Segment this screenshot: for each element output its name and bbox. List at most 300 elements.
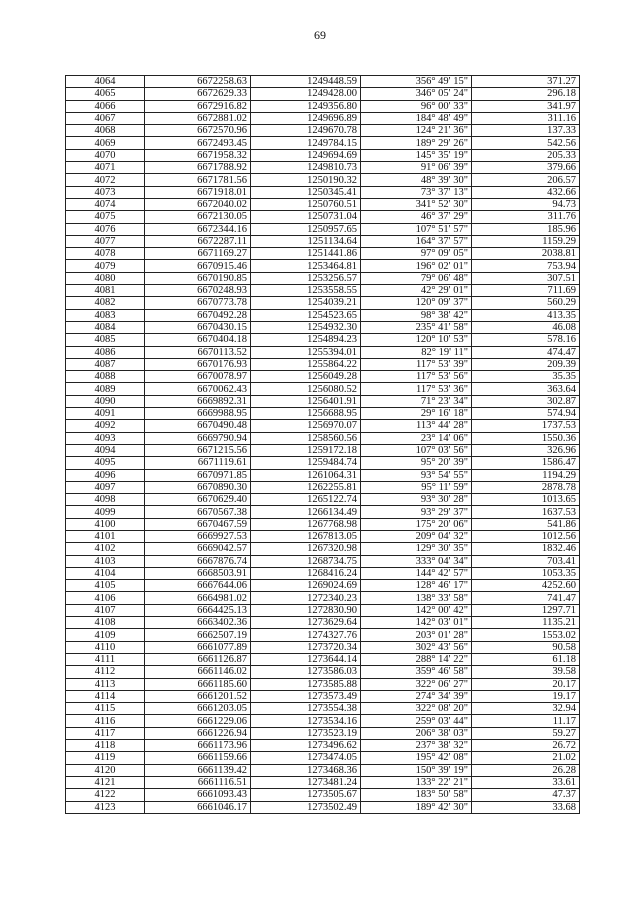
point-number-cell: 4105	[66, 580, 145, 592]
y-coordinate-cell: 1265122.74	[251, 494, 361, 506]
x-coordinate-cell: 6672881.02	[145, 112, 251, 124]
distance-cell: 379.66	[472, 162, 580, 174]
y-coordinate-cell: 1251441.86	[251, 248, 361, 260]
direction-angle-cell: 129° 30' 35"	[361, 543, 472, 555]
table-row	[66, 383, 580, 395]
table-row	[66, 162, 580, 174]
table-row	[66, 137, 580, 149]
point-number-cell: 4100	[66, 518, 145, 530]
distance-cell: 1053.35	[472, 567, 580, 579]
y-coordinate-cell: 1266134.49	[251, 506, 361, 518]
table-row	[66, 604, 580, 616]
point-number-cell: 4121	[66, 776, 145, 788]
point-number-cell: 4111	[66, 653, 145, 665]
point-number-cell: 4120	[66, 764, 145, 776]
point-number-cell: 4064	[66, 76, 145, 88]
x-coordinate-cell: 6670430.15	[145, 321, 251, 333]
y-coordinate-cell: 1267320.98	[251, 543, 361, 555]
point-number-cell: 4115	[66, 703, 145, 715]
direction-angle-cell: 145° 35' 19"	[361, 149, 472, 161]
direction-angle-cell: 203° 01' 28"	[361, 629, 472, 641]
x-coordinate-cell: 6667644.06	[145, 580, 251, 592]
table-row	[66, 408, 580, 420]
table-row	[66, 703, 580, 715]
point-number-cell: 4076	[66, 223, 145, 235]
x-coordinate-cell: 6670176.93	[145, 358, 251, 370]
direction-angle-cell: 96° 00' 33"	[361, 100, 472, 112]
distance-cell: 1832.46	[472, 543, 580, 555]
x-coordinate-cell: 6661046.17	[145, 801, 251, 813]
distance-cell: 1013.65	[472, 494, 580, 506]
x-coordinate-cell: 6661139.42	[145, 764, 251, 776]
y-coordinate-cell: 1274327.76	[251, 629, 361, 641]
distance-cell: 1194.29	[472, 469, 580, 481]
point-number-cell: 4097	[66, 481, 145, 493]
point-number-cell: 4102	[66, 543, 145, 555]
distance-cell: 542.56	[472, 137, 580, 149]
table-row	[66, 395, 580, 407]
point-number-cell: 4069	[66, 137, 145, 149]
point-number-cell: 4094	[66, 444, 145, 456]
table-row	[66, 309, 580, 321]
table-row	[66, 617, 580, 629]
x-coordinate-cell: 6668503.91	[145, 567, 251, 579]
direction-angle-cell: 189° 29' 26"	[361, 137, 472, 149]
direction-angle-cell: 117° 53' 39"	[361, 358, 472, 370]
x-coordinate-cell: 6672040.02	[145, 198, 251, 210]
table-row	[66, 666, 580, 678]
x-coordinate-cell: 6661185.60	[145, 678, 251, 690]
y-coordinate-cell: 1261064.31	[251, 469, 361, 481]
point-number-cell: 4083	[66, 309, 145, 321]
table-row	[66, 76, 580, 88]
x-coordinate-cell: 6670915.46	[145, 260, 251, 272]
table-row	[66, 518, 580, 530]
distance-cell: 206.57	[472, 174, 580, 186]
x-coordinate-cell: 6670113.52	[145, 346, 251, 358]
distance-cell: 1637.53	[472, 506, 580, 518]
y-coordinate-cell: 1273502.49	[251, 801, 361, 813]
x-coordinate-cell: 6672493.45	[145, 137, 251, 149]
distance-cell: 741.47	[472, 592, 580, 604]
distance-cell: 311.76	[472, 211, 580, 223]
y-coordinate-cell: 1267813.05	[251, 530, 361, 542]
x-coordinate-cell: 6661146.02	[145, 666, 251, 678]
distance-cell: 341.97	[472, 100, 580, 112]
distance-cell: 302.87	[472, 395, 580, 407]
x-coordinate-cell: 6672130.05	[145, 211, 251, 223]
x-coordinate-cell: 6661229.06	[145, 715, 251, 727]
y-coordinate-cell: 1273481.24	[251, 776, 361, 788]
direction-angle-cell: 91° 06' 39"	[361, 162, 472, 174]
direction-angle-cell: 73° 37' 13"	[361, 186, 472, 198]
y-coordinate-cell: 1273554.38	[251, 703, 361, 715]
direction-angle-cell: 274° 34' 39"	[361, 690, 472, 702]
table-row	[66, 727, 580, 739]
table-row	[66, 530, 580, 542]
distance-cell: 363.64	[472, 383, 580, 395]
x-coordinate-cell: 6669927.53	[145, 530, 251, 542]
direction-angle-cell: 195° 42' 08"	[361, 752, 472, 764]
point-number-cell: 4107	[66, 604, 145, 616]
direction-angle-cell: 107° 51' 57"	[361, 223, 472, 235]
table-row	[66, 112, 580, 124]
table-row	[66, 580, 580, 592]
direction-angle-cell: 138° 33' 58"	[361, 592, 472, 604]
y-coordinate-cell: 1254932.30	[251, 321, 361, 333]
direction-angle-cell: 29° 16' 18"	[361, 408, 472, 420]
x-coordinate-cell: 6671119.61	[145, 457, 251, 469]
direction-angle-cell: 235° 41' 58"	[361, 321, 472, 333]
distance-cell: 711.69	[472, 285, 580, 297]
direction-angle-cell: 97° 09' 05"	[361, 248, 472, 260]
table-row	[66, 494, 580, 506]
distance-cell: 35.35	[472, 371, 580, 383]
table-row	[66, 371, 580, 383]
table-row	[66, 567, 580, 579]
distance-cell: 432.66	[472, 186, 580, 198]
point-number-cell: 4091	[66, 408, 145, 420]
point-number-cell: 4082	[66, 297, 145, 309]
x-coordinate-cell: 6671169.27	[145, 248, 251, 260]
table-row	[66, 457, 580, 469]
direction-angle-cell: 107° 03' 56"	[361, 444, 472, 456]
distance-cell: 94.73	[472, 198, 580, 210]
distance-cell: 307.51	[472, 272, 580, 284]
x-coordinate-cell: 6661077.89	[145, 641, 251, 653]
x-coordinate-cell: 6669790.94	[145, 432, 251, 444]
distance-cell: 137.33	[472, 125, 580, 137]
distance-cell: 1297.71	[472, 604, 580, 616]
point-number-cell: 4084	[66, 321, 145, 333]
x-coordinate-cell: 6661226.94	[145, 727, 251, 739]
distance-cell: 1553.02	[472, 629, 580, 641]
direction-angle-cell: 113° 44' 28"	[361, 420, 472, 432]
point-number-cell: 4066	[66, 100, 145, 112]
y-coordinate-cell: 1255864.22	[251, 358, 361, 370]
distance-cell: 753.94	[472, 260, 580, 272]
direction-angle-cell: 164° 37' 57"	[361, 235, 472, 247]
direction-angle-cell: 128° 46' 17"	[361, 580, 472, 592]
distance-cell: 311.16	[472, 112, 580, 124]
x-coordinate-cell: 6661093.43	[145, 789, 251, 801]
point-number-cell: 4119	[66, 752, 145, 764]
direction-angle-cell: 341° 52' 30"	[361, 198, 472, 210]
distance-cell: 47.37	[472, 789, 580, 801]
x-coordinate-cell: 6667876.74	[145, 555, 251, 567]
distance-cell: 574.94	[472, 408, 580, 420]
distance-cell: 19.17	[472, 690, 580, 702]
x-coordinate-cell: 6661203.05	[145, 703, 251, 715]
y-coordinate-cell: 1268416.24	[251, 567, 361, 579]
direction-angle-cell: 82° 19' 11"	[361, 346, 472, 358]
y-coordinate-cell: 1273496.62	[251, 740, 361, 752]
distance-cell: 326.96	[472, 444, 580, 456]
x-coordinate-cell: 6670890.30	[145, 481, 251, 493]
x-coordinate-cell: 6669892.31	[145, 395, 251, 407]
distance-cell: 560.29	[472, 297, 580, 309]
table-row	[66, 715, 580, 727]
x-coordinate-cell: 6662507.19	[145, 629, 251, 641]
y-coordinate-cell: 1254523.65	[251, 309, 361, 321]
direction-angle-cell: 288° 14' 22"	[361, 653, 472, 665]
point-number-cell: 4095	[66, 457, 145, 469]
y-coordinate-cell: 1268734.75	[251, 555, 361, 567]
table-row	[66, 801, 580, 813]
point-number-cell: 4085	[66, 334, 145, 346]
direction-angle-cell: 79° 06' 48"	[361, 272, 472, 284]
table-row	[66, 358, 580, 370]
coordinates-table-body	[66, 76, 580, 814]
point-number-cell: 4108	[66, 617, 145, 629]
y-coordinate-cell: 1250345.41	[251, 186, 361, 198]
point-number-cell: 4113	[66, 678, 145, 690]
distance-cell: 1012.56	[472, 530, 580, 542]
table-row	[66, 740, 580, 752]
distance-cell: 2878.78	[472, 481, 580, 493]
y-coordinate-cell: 1253558.55	[251, 285, 361, 297]
y-coordinate-cell: 1249670.78	[251, 125, 361, 137]
point-number-cell: 4074	[66, 198, 145, 210]
point-number-cell: 4088	[66, 371, 145, 383]
point-number-cell: 4067	[66, 112, 145, 124]
direction-angle-cell: 359° 46' 58"	[361, 666, 472, 678]
direction-angle-cell: 144° 42' 57"	[361, 567, 472, 579]
table-row	[66, 260, 580, 272]
direction-angle-cell: 356° 49' 15"	[361, 76, 472, 88]
direction-angle-cell: 237° 38' 32"	[361, 740, 472, 752]
x-coordinate-cell: 6670467.59	[145, 518, 251, 530]
y-coordinate-cell: 1273586.03	[251, 666, 361, 678]
point-number-cell: 4099	[66, 506, 145, 518]
point-number-cell: 4112	[66, 666, 145, 678]
table-row	[66, 346, 580, 358]
point-number-cell: 4110	[66, 641, 145, 653]
table-row	[66, 334, 580, 346]
x-coordinate-cell: 6670971.85	[145, 469, 251, 481]
table-row	[66, 555, 580, 567]
y-coordinate-cell: 1254894.23	[251, 334, 361, 346]
y-coordinate-cell: 1256970.07	[251, 420, 361, 432]
y-coordinate-cell: 1250957.65	[251, 223, 361, 235]
point-number-cell: 4070	[66, 149, 145, 161]
y-coordinate-cell: 1273644.14	[251, 653, 361, 665]
table-row	[66, 592, 580, 604]
y-coordinate-cell: 1272830.90	[251, 604, 361, 616]
y-coordinate-cell: 1273720.34	[251, 641, 361, 653]
table-row	[66, 641, 580, 653]
table-row	[66, 211, 580, 223]
direction-angle-cell: 23° 14' 06"	[361, 432, 472, 444]
table-row	[66, 469, 580, 481]
table-row	[66, 764, 580, 776]
point-number-cell: 4089	[66, 383, 145, 395]
x-coordinate-cell: 6663402.36	[145, 617, 251, 629]
x-coordinate-cell: 6670190.85	[145, 272, 251, 284]
distance-cell: 185.96	[472, 223, 580, 235]
y-coordinate-cell: 1273474.05	[251, 752, 361, 764]
direction-angle-cell: 133° 22' 21"	[361, 776, 472, 788]
point-number-cell: 4118	[66, 740, 145, 752]
point-number-cell: 4092	[66, 420, 145, 432]
distance-cell: 33.61	[472, 776, 580, 788]
table-row	[66, 432, 580, 444]
direction-angle-cell: 71° 23' 34"	[361, 395, 472, 407]
distance-cell: 1550.36	[472, 432, 580, 444]
direction-angle-cell: 183° 50' 58"	[361, 789, 472, 801]
direction-angle-cell: 189° 42' 30"	[361, 801, 472, 813]
x-coordinate-cell: 6670629.40	[145, 494, 251, 506]
y-coordinate-cell: 1273468.36	[251, 764, 361, 776]
distance-cell: 1159.29	[472, 235, 580, 247]
direction-angle-cell: 142° 00' 42"	[361, 604, 472, 616]
x-coordinate-cell: 6671918.01	[145, 186, 251, 198]
y-coordinate-cell: 1273629.64	[251, 617, 361, 629]
table-row	[66, 543, 580, 555]
distance-cell: 26.28	[472, 764, 580, 776]
table-row	[66, 297, 580, 309]
direction-angle-cell: 175° 20' 06"	[361, 518, 472, 530]
y-coordinate-cell: 1250731.04	[251, 211, 361, 223]
table-row	[66, 444, 580, 456]
distance-cell: 59.27	[472, 727, 580, 739]
y-coordinate-cell: 1249448.59	[251, 76, 361, 88]
point-number-cell: 4090	[66, 395, 145, 407]
distance-cell: 2038.81	[472, 248, 580, 260]
point-number-cell: 4068	[66, 125, 145, 137]
distance-cell: 209.39	[472, 358, 580, 370]
y-coordinate-cell: 1273523.19	[251, 727, 361, 739]
direction-angle-cell: 95° 20' 39"	[361, 457, 472, 469]
point-number-cell: 4103	[66, 555, 145, 567]
x-coordinate-cell: 6664425.13	[145, 604, 251, 616]
point-number-cell: 4101	[66, 530, 145, 542]
x-coordinate-cell: 6669042.57	[145, 543, 251, 555]
table-row	[66, 629, 580, 641]
distance-cell: 578.16	[472, 334, 580, 346]
x-coordinate-cell: 6670248.93	[145, 285, 251, 297]
point-number-cell: 4114	[66, 690, 145, 702]
table-row	[66, 506, 580, 518]
distance-cell: 4252.60	[472, 580, 580, 592]
y-coordinate-cell: 1249694.69	[251, 149, 361, 161]
direction-angle-cell: 117° 53' 36"	[361, 383, 472, 395]
x-coordinate-cell: 6669988.95	[145, 408, 251, 420]
direction-angle-cell: 93° 30' 28"	[361, 494, 472, 506]
direction-angle-cell: 46° 37' 29"	[361, 211, 472, 223]
direction-angle-cell: 322° 08' 20"	[361, 703, 472, 715]
distance-cell: 1586.47	[472, 457, 580, 469]
distance-cell: 205.33	[472, 149, 580, 161]
y-coordinate-cell: 1256080.52	[251, 383, 361, 395]
distance-cell: 33.68	[472, 801, 580, 813]
table-row	[66, 481, 580, 493]
distance-cell: 296.18	[472, 88, 580, 100]
y-coordinate-cell: 1259484.74	[251, 457, 361, 469]
point-number-cell: 4075	[66, 211, 145, 223]
x-coordinate-cell: 6672916.82	[145, 100, 251, 112]
distance-cell: 46.08	[472, 321, 580, 333]
direction-angle-cell: 124° 21' 36"	[361, 125, 472, 137]
point-number-cell: 4123	[66, 801, 145, 813]
distance-cell: 474.47	[472, 346, 580, 358]
distance-cell: 32.94	[472, 703, 580, 715]
table-row	[66, 420, 580, 432]
direction-angle-cell: 120° 10' 53"	[361, 334, 472, 346]
point-number-cell: 4117	[66, 727, 145, 739]
direction-angle-cell: 142° 03' 01"	[361, 617, 472, 629]
distance-cell: 61.18	[472, 653, 580, 665]
direction-angle-cell: 333° 04' 34"	[361, 555, 472, 567]
point-number-cell: 4080	[66, 272, 145, 284]
direction-angle-cell: 196° 02' 01"	[361, 260, 472, 272]
coordinates-table	[65, 75, 580, 814]
y-coordinate-cell: 1272340.23	[251, 592, 361, 604]
direction-angle-cell: 93° 54' 55"	[361, 469, 472, 481]
y-coordinate-cell: 1253464.81	[251, 260, 361, 272]
direction-angle-cell: 120° 09' 37"	[361, 297, 472, 309]
distance-cell: 703.41	[472, 555, 580, 567]
y-coordinate-cell: 1273505.67	[251, 789, 361, 801]
y-coordinate-cell: 1251134.64	[251, 235, 361, 247]
distance-cell: 90.58	[472, 641, 580, 653]
point-number-cell: 4096	[66, 469, 145, 481]
x-coordinate-cell: 6671788.92	[145, 162, 251, 174]
x-coordinate-cell: 6661159.66	[145, 752, 251, 764]
direction-angle-cell: 346° 05' 24"	[361, 88, 472, 100]
point-number-cell: 4098	[66, 494, 145, 506]
y-coordinate-cell: 1256049.28	[251, 371, 361, 383]
point-number-cell: 4081	[66, 285, 145, 297]
direction-angle-cell: 184° 48' 49"	[361, 112, 472, 124]
table-row	[66, 690, 580, 702]
x-coordinate-cell: 6670567.38	[145, 506, 251, 518]
x-coordinate-cell: 6672570.96	[145, 125, 251, 137]
y-coordinate-cell: 1254039.21	[251, 297, 361, 309]
distance-cell: 1135.21	[472, 617, 580, 629]
x-coordinate-cell: 6661126.87	[145, 653, 251, 665]
y-coordinate-cell: 1273585.88	[251, 678, 361, 690]
y-coordinate-cell: 1250760.51	[251, 198, 361, 210]
distance-cell: 541.86	[472, 518, 580, 530]
x-coordinate-cell: 6661201.52	[145, 690, 251, 702]
x-coordinate-cell: 6671215.56	[145, 444, 251, 456]
table-row	[66, 678, 580, 690]
y-coordinate-cell: 1249810.73	[251, 162, 361, 174]
x-coordinate-cell: 6670062.43	[145, 383, 251, 395]
x-coordinate-cell: 6672629.33	[145, 88, 251, 100]
y-coordinate-cell: 1253256.57	[251, 272, 361, 284]
distance-cell: 26.72	[472, 740, 580, 752]
table-row	[66, 653, 580, 665]
direction-angle-cell: 48° 39' 30"	[361, 174, 472, 186]
x-coordinate-cell: 6672344.16	[145, 223, 251, 235]
point-number-cell: 4071	[66, 162, 145, 174]
point-number-cell: 4122	[66, 789, 145, 801]
direction-angle-cell: 259° 03' 44"	[361, 715, 472, 727]
table-row	[66, 321, 580, 333]
y-coordinate-cell: 1269024.69	[251, 580, 361, 592]
table-row	[66, 174, 580, 186]
distance-cell: 20.17	[472, 678, 580, 690]
point-number-cell: 4109	[66, 629, 145, 641]
y-coordinate-cell: 1249696.89	[251, 112, 361, 124]
table-row	[66, 752, 580, 764]
point-number-cell: 4106	[66, 592, 145, 604]
direction-angle-cell: 117° 53' 56"	[361, 371, 472, 383]
point-number-cell: 4086	[66, 346, 145, 358]
distance-cell: 39.58	[472, 666, 580, 678]
